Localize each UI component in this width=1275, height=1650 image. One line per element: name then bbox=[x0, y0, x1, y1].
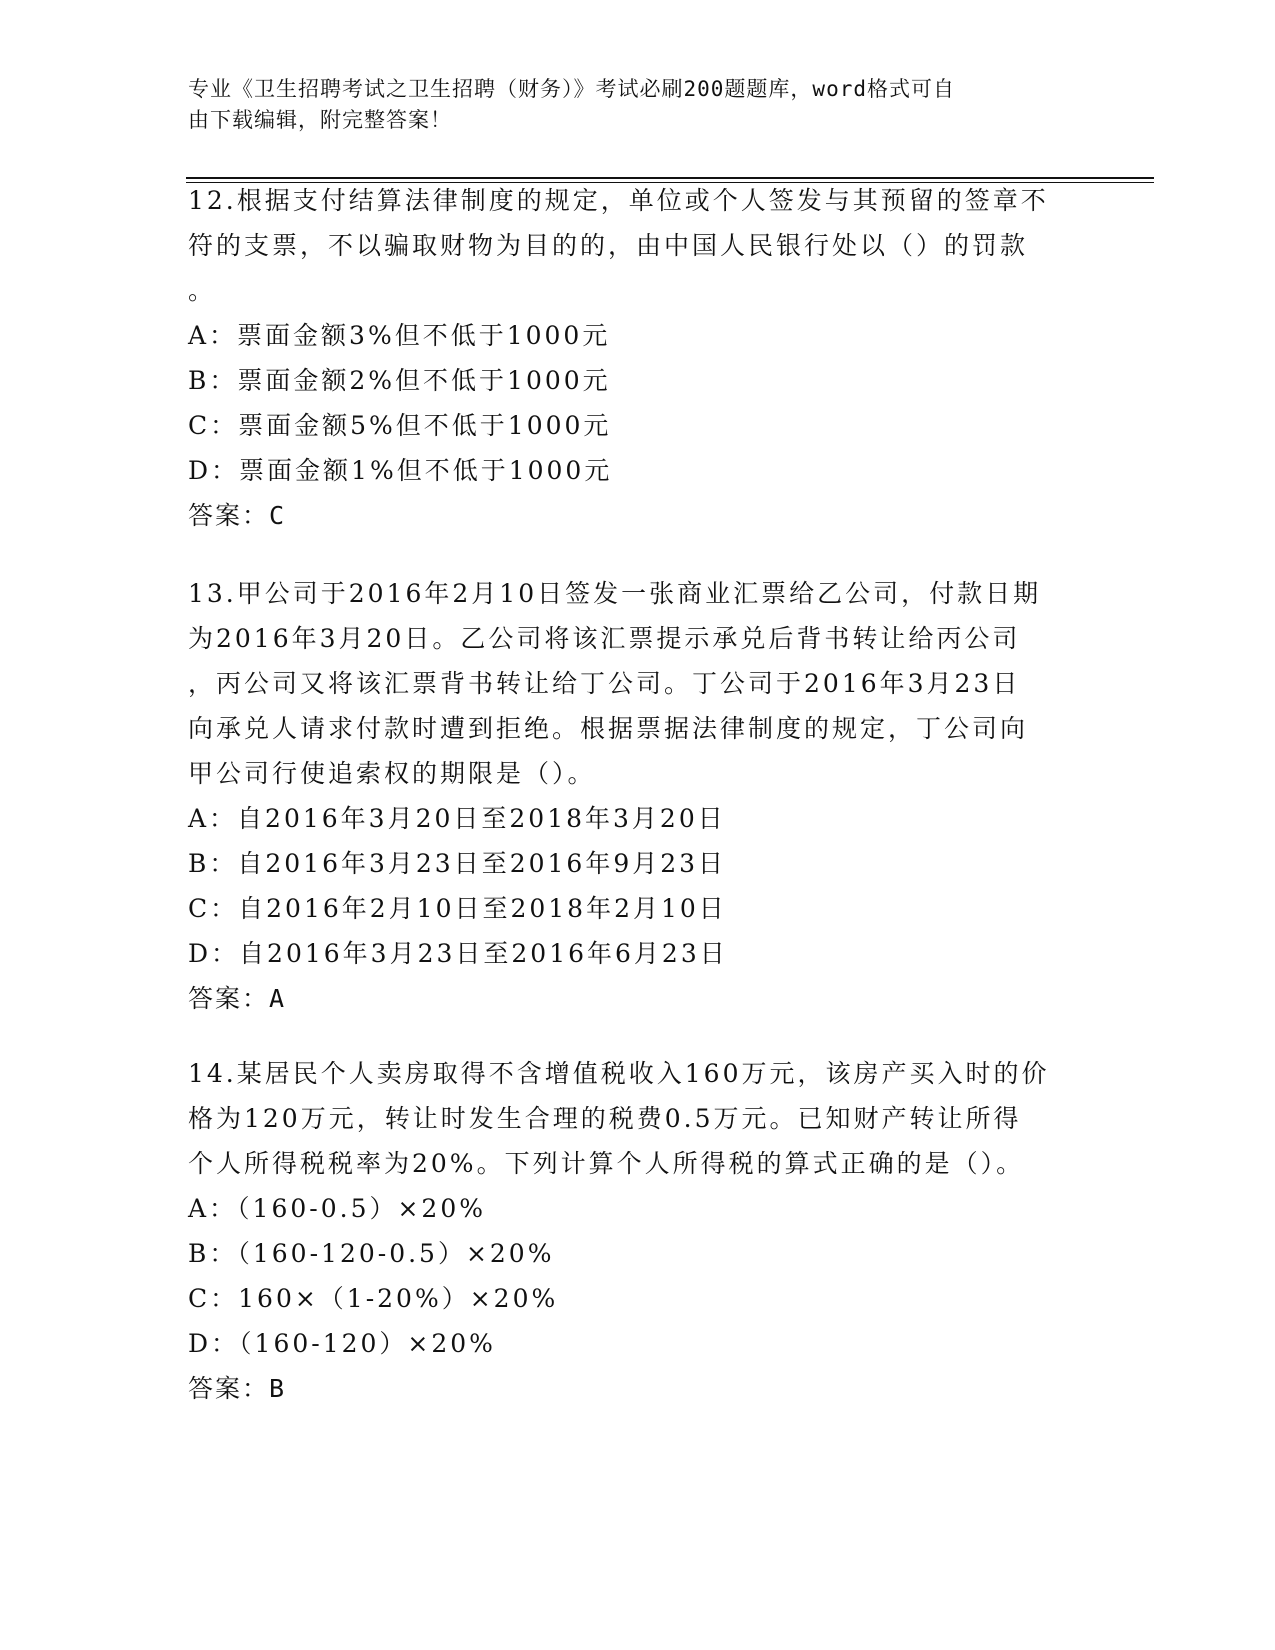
option-b: B：自2016年3月23日至2016年9月23日 bbox=[188, 849, 727, 878]
answer: 答案：B bbox=[188, 1374, 287, 1403]
header-line-2: 由下载编辑，附完整答案！ bbox=[188, 108, 452, 132]
stem-line: 格为120万元，转让时发生合理的税费0.5万元。已知财产转让所得 bbox=[188, 1104, 1022, 1133]
option-d: D：自2016年3月23日至2016年6月23日 bbox=[188, 939, 728, 968]
question-stem bbox=[188, 178, 1068, 313]
stem-line: 。 bbox=[188, 276, 217, 305]
question-13 bbox=[188, 571, 1068, 1021]
option-c: C：160×（1-20%）×20% bbox=[188, 1284, 559, 1313]
option-b: B：（160-120-0.5）×20% bbox=[188, 1239, 555, 1268]
answer: 答案：C bbox=[188, 501, 287, 530]
stem-line: 13.甲公司于2016年2月10日签发一张商业汇票给乙公司，付款日期 bbox=[188, 579, 1042, 608]
stem-line: ，丙公司又将该汇票背书转让给丁公司。丁公司于2016年3月23日 bbox=[188, 669, 1021, 698]
option-d: D：票面金额1%但不低于1000元 bbox=[188, 456, 613, 485]
option-b: B：票面金额2%但不低于1000元 bbox=[188, 366, 611, 395]
document-header bbox=[188, 74, 1068, 136]
option-c: C：自2016年2月10日至2018年2月10日 bbox=[188, 894, 727, 923]
option-c: C：票面金额5%但不低于1000元 bbox=[188, 411, 612, 440]
question-14 bbox=[188, 1051, 1068, 1411]
option-a: A：自2016年3月20日至2018年3月20日 bbox=[188, 804, 726, 833]
header-line-1: 专业《卫生招聘考试之卫生招聘（财务）》考试必刷200题题库，word格式可自 bbox=[188, 77, 955, 101]
question-stem bbox=[188, 1051, 1068, 1186]
stem-line: 向承兑人请求付款时遭到拒绝。根据票据法律制度的规定，丁公司向 bbox=[188, 714, 1029, 743]
question-stem bbox=[188, 571, 1068, 796]
option-a: A：票面金额3%但不低于1000元 bbox=[188, 321, 611, 350]
stem-line: 符的支票，不以骗取财物为目的的，由中国人民银行处以（）的罚款 bbox=[188, 231, 1029, 260]
answer: 答案：A bbox=[188, 984, 287, 1013]
stem-line: 为2016年3月20日。乙公司将该汇票提示承兑后背书转让给丙公司 bbox=[188, 624, 1021, 653]
option-d: D：（160-120）×20% bbox=[188, 1329, 496, 1358]
stem-line: 甲公司行使追索权的期限是（）。 bbox=[188, 759, 596, 788]
stem-line: 14.某居民个人卖房取得不含增值税收入160万元，该房产买入时的价 bbox=[188, 1059, 1050, 1088]
option-a: A：（160-0.5）×20% bbox=[188, 1194, 486, 1223]
stem-line: 12.根据支付结算法律制度的规定，单位或个人签发与其预留的签章不 bbox=[188, 186, 1049, 215]
stem-line: 个人所得税税率为20%。下列计算个人所得税的算式正确的是（）。 bbox=[188, 1149, 1025, 1178]
question-12 bbox=[188, 178, 1068, 538]
